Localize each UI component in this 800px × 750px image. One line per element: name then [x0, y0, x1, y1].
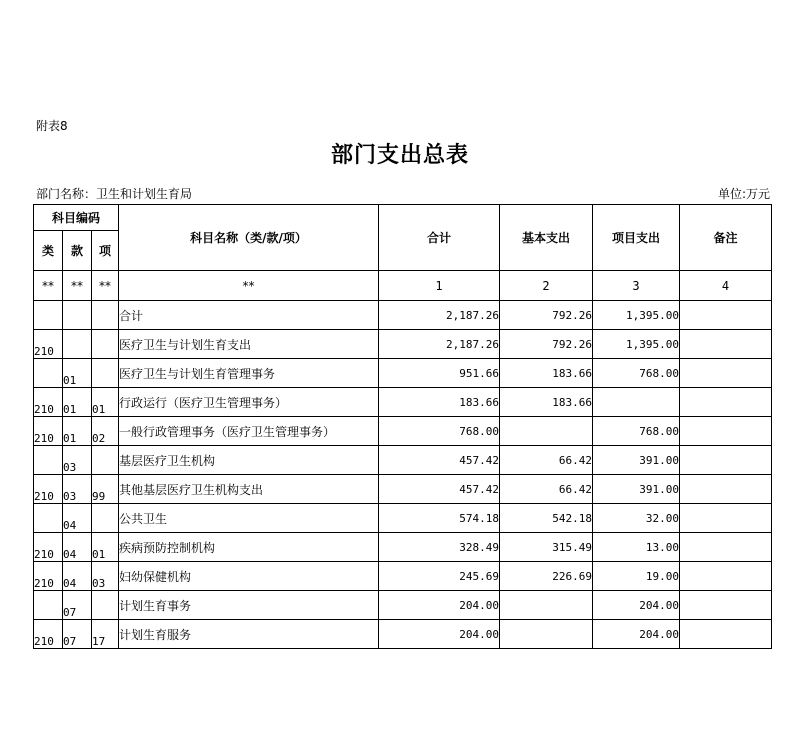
cell-remark [680, 475, 772, 504]
cell-basic: 183.66 [500, 388, 593, 417]
cell-project: 768.00 [593, 359, 680, 388]
cell-kuan: 01 [63, 388, 92, 417]
cell-xiang [92, 504, 119, 533]
cell-remark [680, 533, 772, 562]
cell-project: 391.00 [593, 475, 680, 504]
cell-lei: 210 [34, 533, 63, 562]
cell-basic: 226.69 [500, 562, 593, 591]
cell-total: 2,187.26 [379, 301, 500, 330]
header-xiang: 项 [92, 231, 119, 271]
cell-project: 19.00 [593, 562, 680, 591]
table-row [34, 591, 772, 620]
cell-total: 457.42 [379, 446, 500, 475]
cell-total: 2,187.26 [379, 330, 500, 359]
cell-remark [680, 301, 772, 330]
table-row [34, 330, 772, 359]
table-row [34, 301, 772, 330]
cell-name: 疾病预防控制机构 [119, 533, 379, 562]
cell-kuan: 03 [63, 446, 92, 475]
header-basic: 基本支出 [500, 205, 593, 271]
cell-xiang: 01 [92, 533, 119, 562]
cell-xiang [92, 359, 119, 388]
cell-total: 574.18 [379, 504, 500, 533]
cell-basic: 66.42 [500, 446, 593, 475]
cell-name: 基层医疗卫生机构 [119, 446, 379, 475]
cell-total: 183.66 [379, 388, 500, 417]
cell-name: 医疗卫生与计划生育管理事务 [119, 359, 379, 388]
cell-project: 1,395.00 [593, 301, 680, 330]
cell-lei: 210 [34, 330, 63, 359]
cell-total: 457.42 [379, 475, 500, 504]
cell-xiang: 02 [92, 417, 119, 446]
header-name: 科目名称（类/款/项） [119, 205, 379, 271]
cell-remark [680, 562, 772, 591]
cell-xiang [92, 591, 119, 620]
cell-name: 公共卫生 [119, 504, 379, 533]
department-name: 部门名称：卫生和计划生育局 [36, 187, 193, 201]
cell-basic: 542.18 [500, 504, 593, 533]
cell-kuan [63, 301, 92, 330]
index-kuan: ** [63, 271, 92, 301]
cell-name: 其他基层医疗卫生机构支出 [119, 475, 379, 504]
cell-name: 合计 [119, 301, 379, 330]
index-total: 1 [379, 271, 500, 301]
cell-remark [680, 417, 772, 446]
cell-name: 计划生育服务 [119, 620, 379, 649]
cell-lei [34, 504, 63, 533]
cell-kuan: 03 [63, 475, 92, 504]
cell-name: 计划生育事务 [119, 591, 379, 620]
cell-lei [34, 359, 63, 388]
cell-kuan: 04 [63, 504, 92, 533]
index-name: ** [119, 271, 379, 301]
table-row [34, 533, 772, 562]
index-basic: 2 [500, 271, 593, 301]
table-row [34, 504, 772, 533]
cell-kuan: 04 [63, 533, 92, 562]
cell-xiang: 03 [92, 562, 119, 591]
cell-kuan: 04 [63, 562, 92, 591]
cell-project: 204.00 [593, 620, 680, 649]
cell-remark [680, 620, 772, 649]
cell-xiang: 17 [92, 620, 119, 649]
cell-kuan [63, 330, 92, 359]
header-remark: 备注 [680, 205, 772, 271]
cell-basic [500, 417, 593, 446]
cell-kuan: 07 [63, 591, 92, 620]
cell-name: 妇幼保健机构 [119, 562, 379, 591]
cell-basic [500, 620, 593, 649]
header-code-group: 科目编码 [34, 205, 119, 231]
cell-name: 医疗卫生与计划生育支出 [119, 330, 379, 359]
cell-lei: 210 [34, 417, 63, 446]
table-row [34, 417, 772, 446]
header-kuan: 款 [63, 231, 92, 271]
header-project: 项目支出 [593, 205, 680, 271]
cell-xiang: 99 [92, 475, 119, 504]
cell-kuan: 07 [63, 620, 92, 649]
cell-lei: 210 [34, 475, 63, 504]
cell-lei [34, 446, 63, 475]
cell-xiang [92, 301, 119, 330]
cell-basic: 315.49 [500, 533, 593, 562]
cell-remark [680, 330, 772, 359]
cell-kuan: 01 [63, 359, 92, 388]
cell-name: 行政运行（医疗卫生管理事务） [119, 388, 379, 417]
cell-project: 768.00 [593, 417, 680, 446]
cell-project [593, 388, 680, 417]
unit-label: 单位:万元 [717, 187, 770, 201]
table-row [34, 388, 772, 417]
index-lei: ** [34, 271, 63, 301]
table-row [34, 475, 772, 504]
table-row [34, 620, 772, 649]
cell-lei [34, 301, 63, 330]
table-row [34, 359, 772, 388]
cell-basic: 66.42 [500, 475, 593, 504]
cell-remark [680, 359, 772, 388]
header-total: 合计 [379, 205, 500, 271]
cell-project: 32.00 [593, 504, 680, 533]
cell-project: 1,395.00 [593, 330, 680, 359]
cell-remark [680, 446, 772, 475]
cell-xiang: 01 [92, 388, 119, 417]
cell-remark [680, 504, 772, 533]
cell-lei: 210 [34, 562, 63, 591]
cell-lei: 210 [34, 388, 63, 417]
cell-total: 245.69 [379, 562, 500, 591]
page-title: 部门支出总表 [330, 142, 469, 168]
table-row [34, 446, 772, 475]
attachment-label: 附表8 [36, 119, 68, 133]
cell-project: 204.00 [593, 591, 680, 620]
cell-remark [680, 388, 772, 417]
cell-total: 328.49 [379, 533, 500, 562]
index-project: 3 [593, 271, 680, 301]
index-xiang: ** [92, 271, 119, 301]
cell-kuan: 01 [63, 417, 92, 446]
cell-remark [680, 591, 772, 620]
cell-basic [500, 591, 593, 620]
table-row [34, 562, 772, 591]
cell-basic: 792.26 [500, 330, 593, 359]
expenditure-table [33, 204, 772, 649]
cell-total: 951.66 [379, 359, 500, 388]
cell-lei: 210 [34, 620, 63, 649]
cell-total: 204.00 [379, 591, 500, 620]
cell-total: 768.00 [379, 417, 500, 446]
index-row [34, 271, 772, 301]
cell-name: 一般行政管理事务（医疗卫生管理事务） [119, 417, 379, 446]
header-lei: 类 [34, 231, 63, 271]
cell-xiang [92, 330, 119, 359]
cell-project: 391.00 [593, 446, 680, 475]
cell-xiang [92, 446, 119, 475]
cell-lei [34, 591, 63, 620]
cell-basic: 792.26 [500, 301, 593, 330]
cell-project: 13.00 [593, 533, 680, 562]
cell-basic: 183.66 [500, 359, 593, 388]
index-remark: 4 [680, 271, 772, 301]
cell-total: 204.00 [379, 620, 500, 649]
